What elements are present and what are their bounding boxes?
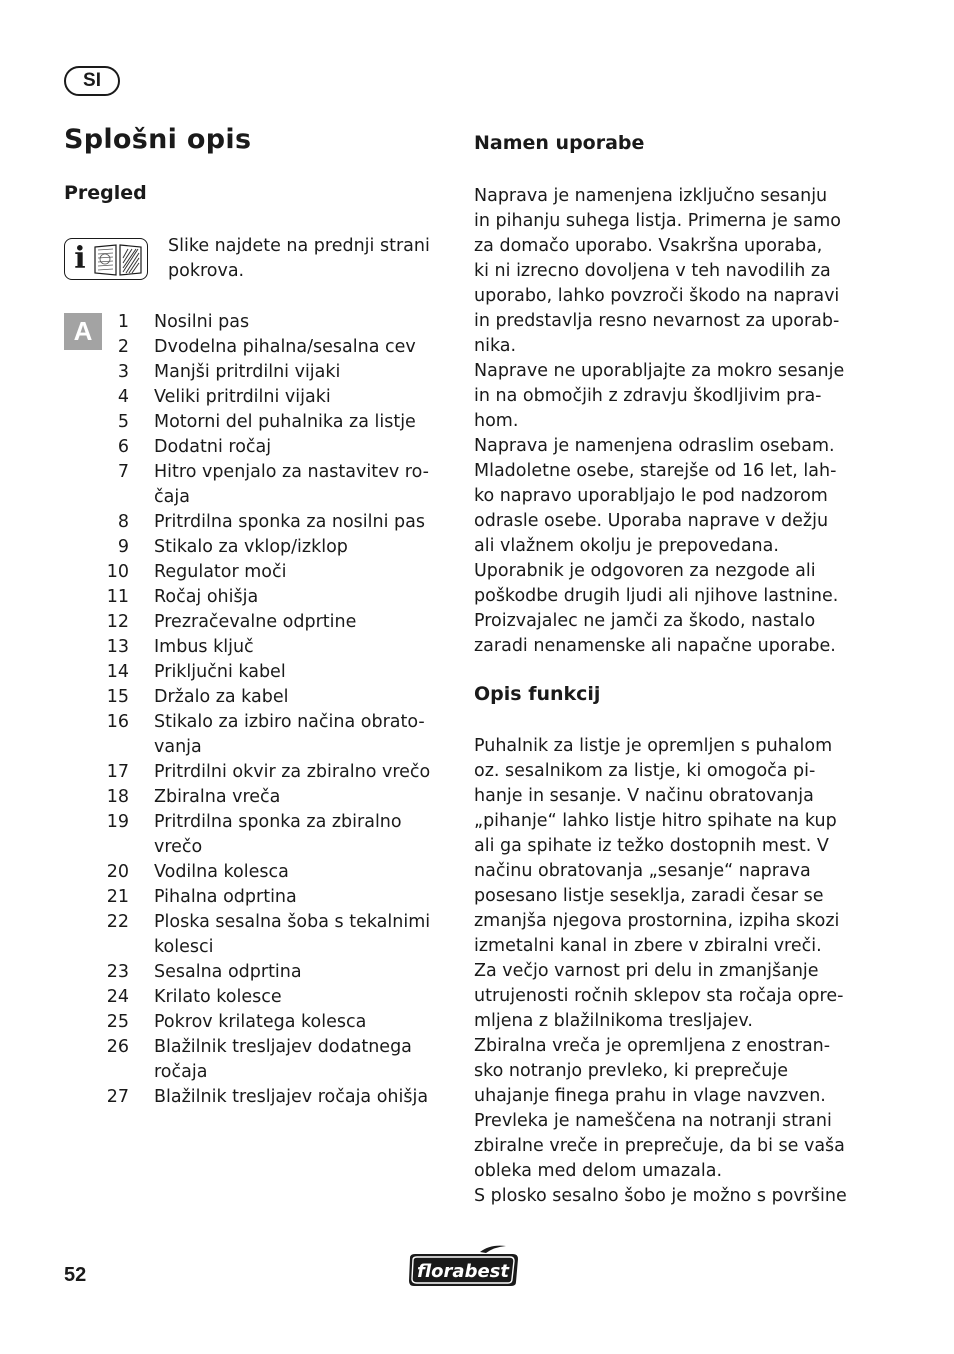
- list-item: [100, 585, 450, 610]
- part-label: Pritrdilna sponka za nosilni pas: [154, 512, 425, 532]
- part-number: 2: [117, 337, 129, 357]
- info-i-glyph: i: [74, 241, 86, 276]
- part-number: 12: [106, 612, 129, 632]
- list-item: [100, 610, 450, 635]
- part-label: Imbus ključ: [154, 637, 254, 657]
- part-label: Zbiralna vreča: [154, 787, 281, 807]
- parts-list: [100, 310, 450, 1110]
- part-label: Hitro vpenjalo za nastavitev ro- čaja: [154, 462, 429, 507]
- part-number: 16: [106, 712, 129, 732]
- list-item: [100, 885, 450, 910]
- part-number: 7: [117, 462, 129, 482]
- list-item: [100, 510, 450, 535]
- list-item: [100, 535, 450, 560]
- part-label: Motorni del puhalnika za listje: [154, 412, 416, 432]
- list-item: [100, 1035, 450, 1085]
- list-item: [100, 635, 450, 660]
- florabest-logo: [406, 1244, 522, 1290]
- list-item: [100, 660, 450, 685]
- list-item: [100, 360, 450, 385]
- part-number: 10: [106, 562, 129, 582]
- part-number: 13: [106, 637, 129, 657]
- part-number: 27: [106, 1087, 129, 1107]
- intended-use-paragraph: Naprava je namenjena izključno sesanju in pihanju suhega listja. Primerna je samo za domačo uporabo. Vsakršna uporaba, ki ni izrecno dovoljena v teh navodilih za uporabo, lahko povzroči škodo na napravi in predstavlja resno nevarnost za uporab- nika.: [474, 186, 841, 356]
- part-number: 8: [117, 512, 129, 532]
- part-label: Pokrov krilatega kolesca: [154, 1012, 367, 1032]
- part-label: Manjši pritrdilni vijaki: [154, 362, 341, 382]
- intended-use-heading: Namen uporabe: [474, 132, 645, 154]
- figure-a-marker: A: [64, 313, 102, 350]
- function-paragraph: Puhalnik za listje je opremljen s puhalom oz. sesalnikom za listje, ki omogoča pi- hanje in sesanje. V načinu obratovanja „pihanje“ lahko listje hitro spihate na kup ali ga spihate iz težko dostopnih mest. V načinu obratovanja „sesanje“ naprava posesano listje seseklja, zaradi česar se zmanjša njegova prostornina, izpiha skozi izmetalni kanal in zbere v zbiralni vreči.: [474, 736, 840, 956]
- part-label: Vodilna kolesca: [154, 862, 289, 882]
- part-number: 4: [117, 387, 129, 407]
- part-label: Krilato kolesce: [154, 987, 282, 1007]
- part-label: Priključni kabel: [154, 662, 286, 682]
- part-number: 5: [117, 412, 129, 432]
- info-book-icon: [64, 238, 148, 280]
- page-number: 52: [64, 1264, 87, 1286]
- part-label: Ročaj ohišja: [154, 587, 259, 607]
- part-number: 21: [106, 887, 129, 907]
- part-label: Dodatni ročaj: [154, 437, 272, 457]
- list-item: [100, 985, 450, 1010]
- function-paragraph: Zbiralna vreča je opremljena z enostran- sko notranjo prevleko, ki preprečuje uhajanje finega prahu in vlage navzven. Prevleka je nameščena na notranji strani zbiralne vreče in preprečuje, da bi se vaša obleka med delom umazala.: [474, 1036, 845, 1181]
- part-number: 17: [106, 762, 129, 782]
- part-number: 6: [117, 437, 129, 457]
- part-label: Regulator moči: [154, 562, 287, 582]
- part-label: Držalo za kabel: [154, 687, 289, 707]
- function-heading: Opis funkcij: [474, 683, 601, 705]
- part-number: 26: [106, 1037, 129, 1057]
- figure-note: Slike najdete na prednji strani pokrova.: [168, 236, 430, 281]
- part-number: 11: [106, 587, 129, 607]
- book-icon: [93, 244, 143, 276]
- list-item: [100, 860, 450, 885]
- list-item: [100, 785, 450, 810]
- list-item: [100, 435, 450, 460]
- list-item: [100, 810, 450, 860]
- function-paragraph: S plosko sesalno šobo je možno s površine: [474, 1186, 847, 1206]
- list-item: [100, 460, 450, 510]
- list-item: [100, 560, 450, 585]
- part-number: 15: [106, 687, 129, 707]
- part-number: 20: [106, 862, 129, 882]
- part-label: Nosilni pas: [154, 312, 250, 332]
- list-item: [100, 1010, 450, 1035]
- part-number: 14: [106, 662, 129, 682]
- part-label: Pihalna odprtina: [154, 887, 297, 907]
- part-label: Prezračevalne odprtine: [154, 612, 357, 632]
- list-item: [100, 960, 450, 985]
- part-label: Dvodelna pihalna/sesalna cev: [154, 337, 416, 357]
- intended-use-text: [474, 184, 874, 659]
- list-item: [100, 710, 450, 760]
- part-number: 1: [117, 312, 129, 332]
- function-text: [474, 734, 874, 1209]
- part-label: Stikalo za izbiro načina obrato- vanja: [154, 712, 425, 757]
- list-item: [100, 410, 450, 435]
- list-item: [100, 760, 450, 785]
- part-label: Blažilnik tresljajev ročaja ohišja: [154, 1087, 429, 1107]
- part-number: 3: [117, 362, 129, 382]
- list-item: [100, 335, 450, 360]
- part-number: 22: [106, 912, 129, 932]
- part-number: 19: [106, 812, 129, 832]
- list-item: [100, 910, 450, 960]
- part-number: 9: [117, 537, 129, 557]
- part-label: Blažilnik tresljajev dodatnega ročaja: [154, 1037, 412, 1082]
- list-item: [100, 385, 450, 410]
- part-number: 23: [106, 962, 129, 982]
- part-number: 18: [106, 787, 129, 807]
- function-paragraph: Za večjo varnost pri delu in zmanjšanje utrujenosti ročnih sklepov sta ročaja opre- mljena z blažilnikoma tresljajev.: [474, 961, 844, 1031]
- logo-text: florabest: [417, 1261, 509, 1282]
- language-badge: SI: [64, 66, 120, 96]
- intended-use-paragraph: Naprave ne uporabljajte za mokro sesanje in na območjih z zdravju škodljivim pra- hom.: [474, 361, 845, 431]
- part-label: Pritrdilni okvir za zbiralno vrečo: [154, 762, 431, 782]
- part-label: Veliki pritrdilni vijaki: [154, 387, 331, 407]
- intended-use-paragraph: Naprava je namenjena odraslim osebam. Mladoletne osebe, starejše od 16 let, lah- ko napravo uporabljajo le pod nadzorom odrasle osebe. Uporaba naprave v dežju ali vlažnem okolju je prepovedana. Uporabnik je odgovoren za nezgode ali poškodbe drugih ljudi ali njihove lastnine. Proizvajalec ne jamči za škodo, nastalo zaradi nenamenske ali napačne uporabe.: [474, 436, 839, 656]
- list-item: [100, 310, 450, 335]
- list-item: [100, 1085, 450, 1110]
- part-label: Stikalo za vklop/izklop: [154, 537, 348, 557]
- list-item: [100, 685, 450, 710]
- part-label: Sesalna odprtina: [154, 962, 302, 982]
- part-label: Pritrdilna sponka za zbiralno vrečo: [154, 812, 402, 857]
- part-number: 25: [106, 1012, 129, 1032]
- overview-heading: Pregled: [64, 182, 147, 204]
- part-label: Ploska sesalna šoba s tekalnimi kolesci: [154, 912, 431, 957]
- part-number: 24: [106, 987, 129, 1007]
- page-title: Splošni opis: [64, 124, 252, 155]
